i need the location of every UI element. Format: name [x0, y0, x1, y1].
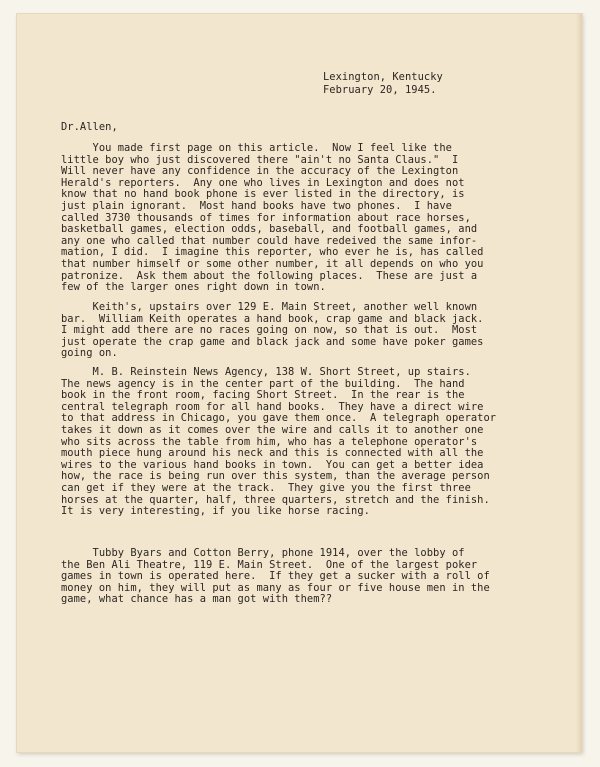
text-line: I might add there are no races going on now, so that is out. Most — [61, 324, 478, 337]
letter-place: Lexington, Kentucky — [323, 71, 443, 83]
text-line: You made first page on this article. Now I feel like the — [61, 142, 452, 154]
text-line: the Ben Ali Theatre, 119 E. Main Street. One of the largest poker — [61, 558, 478, 571]
text-line: to that address in Chicago, you gave them once. A telegraph operator — [61, 412, 497, 425]
text-line: few of the larger ones right down in town. — [61, 281, 326, 294]
paragraph-ben-ali-theatre — [61, 548, 490, 606]
text-line: called 3730 thousands of times for information about race horses, — [61, 211, 471, 224]
text-line: any one who called that number could have redeived the same infor- — [61, 234, 478, 247]
text-line: just operate the crap game and black jack and some have poker games — [61, 335, 484, 348]
paragraph-keiths — [61, 302, 483, 360]
text-line: bar. William Keith operates a hand book, crap game and black jack. — [61, 312, 484, 325]
text-line: mouth piece hung around his neck and this is connected with all the — [61, 447, 484, 460]
text-line: Tubby Byars and Cotton Berry, phone 1914, over the lobby of — [61, 547, 465, 559]
text-line: horses at the quarter, half, three quarters, stretch and the finish. — [61, 493, 490, 506]
paragraph-santa-claus — [61, 143, 483, 294]
text-line: Keith's, upstairs over 129 E. Main Street, another well known — [61, 301, 478, 313]
text-line: know that no hand book phone is ever listed in the directory, is — [61, 188, 465, 201]
text-line: patronize. Ask them about the following places. These are just a — [61, 269, 478, 282]
text-line: games in town is operated here. If they get a sucker with a roll of — [61, 570, 490, 583]
text-line: how, the race is being run over this system, than the average person — [61, 470, 490, 483]
text-line: The news agency is in the center part of the building. The hand — [61, 377, 465, 390]
text-line: Will never have any confidence in the accuracy of the Lexington — [61, 165, 459, 178]
text-line: little boy who just discovered there "ain't no Santa Claus." I — [61, 153, 459, 166]
letter-header — [323, 71, 443, 97]
paragraph-reinstein-news-agency — [61, 367, 496, 518]
text-line: who sits across the table from him, who has a telephone operator's — [61, 435, 478, 448]
text-line: money on him, they will put as many as four or five house men in the — [61, 581, 490, 594]
text-line: M. B. Reinstein News Agency, 138 W. Short Street, up stairs. — [61, 366, 471, 378]
text-line: basketball games, election odds, baseball, and football games, and — [61, 223, 478, 236]
text-line: game, what chance has a man got with them?? — [61, 593, 333, 606]
text-line: can get if they were at the track. They give you the first three — [61, 481, 471, 494]
page-edge-shadow — [576, 14, 582, 752]
text-line: wires to the various hand books in town. You can get a better idea — [61, 458, 484, 471]
text-line: It is very interesting, if you like horse racing. — [61, 505, 370, 518]
text-line: just plain ignorant. Most hand books have two phones. I have — [61, 199, 452, 212]
text-line: central telegraph room for all hand books. They have a direct wire — [61, 400, 484, 413]
text-line: book in the front room, facing Short Street. In the rear is the — [61, 389, 465, 402]
letter-salutation: Dr.Allen, — [61, 121, 118, 133]
text-line: Herald's reporters. Any one who lives in Lexington and does not — [61, 176, 465, 189]
letter-date: February 20, 1945. — [323, 84, 437, 96]
text-line: that number himself or some other number, it all depends on who you — [61, 257, 484, 270]
text-line: mation, I did. I imagine this reporter, who ever he is, has called — [61, 246, 484, 259]
text-line: going on. — [61, 347, 118, 360]
text-line: takes it down as it comes over the wire and calls it to another one — [61, 423, 484, 436]
